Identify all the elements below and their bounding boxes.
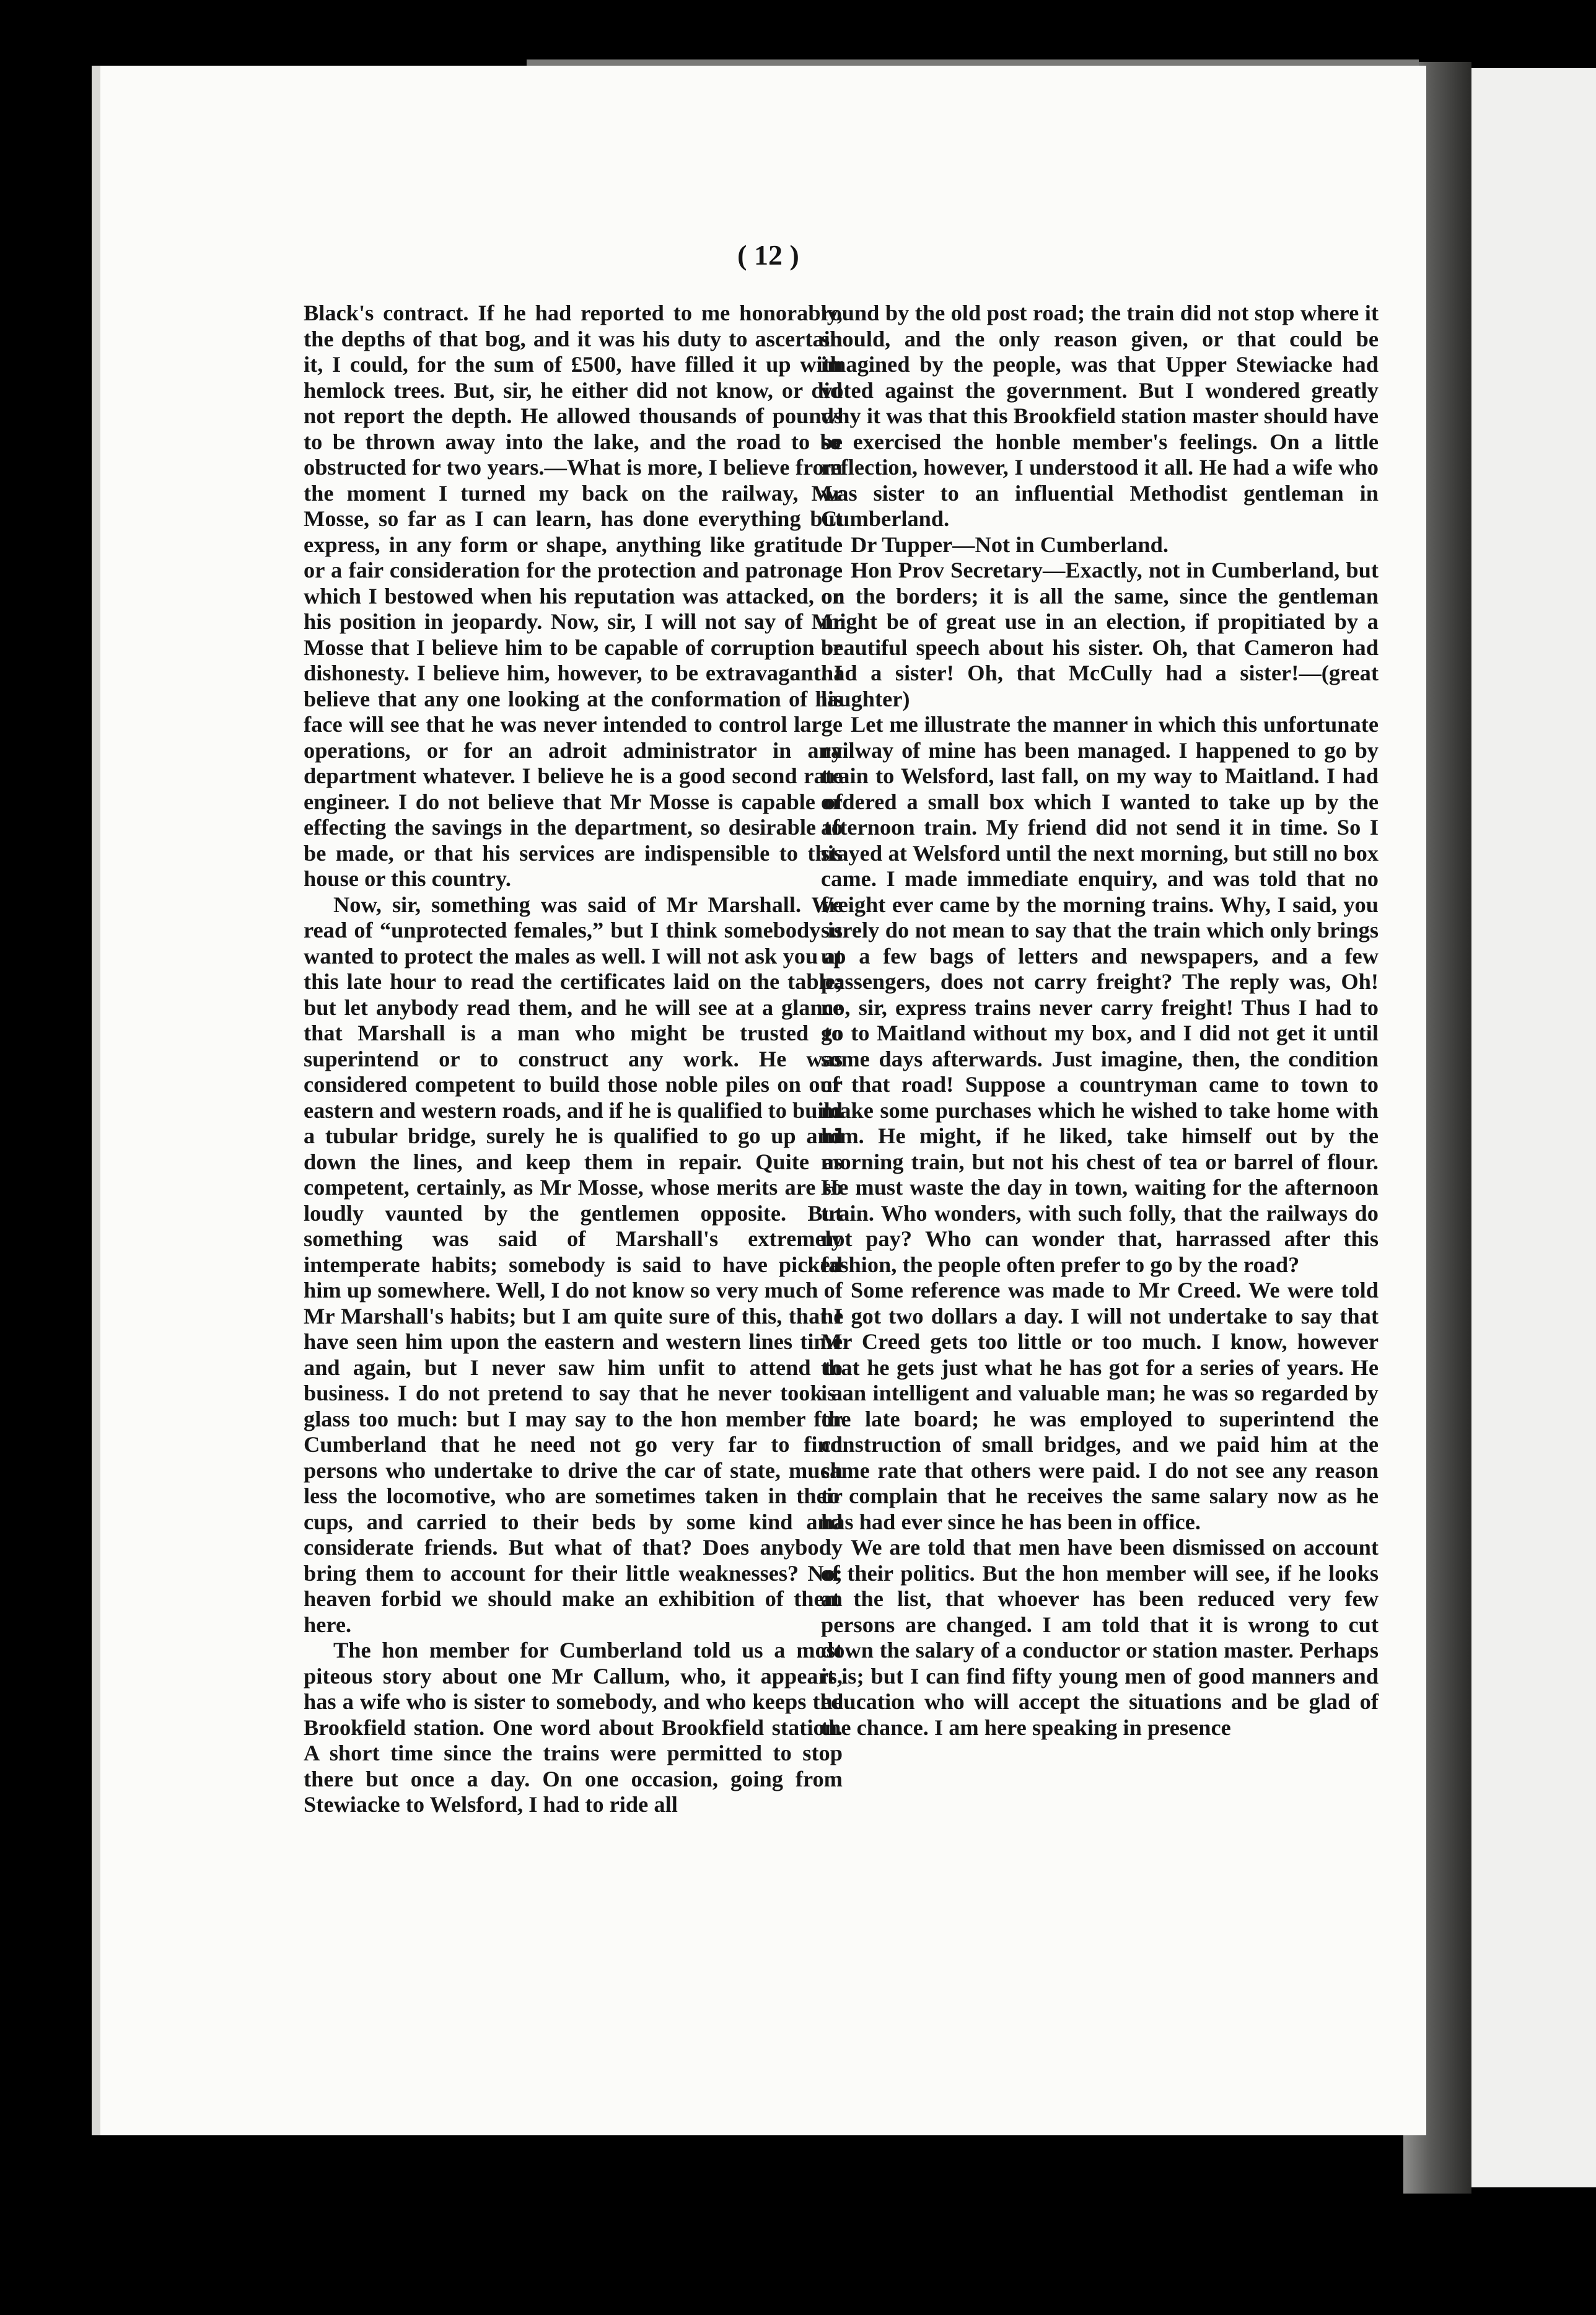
right-text-column	[821, 301, 1379, 1741]
paragraph: Now, sir, something was said of Mr Marshall. We read of “unprotected females,” but I think somebody is wanted to protect the males as well. I will not ask you at this late hour to read the certificates laid on the table; but let anybody read them, and he will see at a glance that Marshall is a man who might be trusted to superintend or to construct any work. He was considered competent to build those noble piles on our eastern and western roads, and if he is qualified to build a tubular bridge, surely he is qualified to go up and down the lines, and keep them in repair. Quite as competent, certainly, as Mr Mosse, whose merits are so loudly vaunted by the gentlemen opposite. But something was said of Marshall's extremely intemperate habits; somebody is said to have picked him up somewhere. Well, I do not know so very much of Mr Marshall's habits; but I am quite sure of this, that I have seen him upon the eastern and western lines time and again, but I never saw him unfit to attend to business. I do not pretend to say that he never took a glass too much: but I may say to the hon member for Cumberland that he need not go very far to find persons who undertake to drive the car of state, much less the locomotive, who are sometimes taken in their cups, and carried to their beds by some kind and considerate friends. But what of that? Does anybody bring them to account for their little weaknesses? No; heaven forbid we should make an exhibition of them here.	[304, 892, 843, 1637]
paragraph: round by the old post road; the train did not stop where it should, and the only reason given, or that could be imagined by the people, was that Upper Stewiacke had voted against the government. But I wondered greatly why it was that this Brookfield station master should have so exercised the honble member's feelings. On a little reflection, however, I understood it all. He had a wife who was sister to an influential Methodist gentleman in Cumberland.	[821, 301, 1379, 531]
adjacent-page-edge	[1462, 68, 1596, 2187]
paragraph: Let me illustrate the manner in which this unfortunate railway of mine has been managed. I happened to go by train to Welsford, last fall, on my way to Maitland. I had ordered a small box which I wanted to take up by the afternoon train. My friend did not send it in time. So I stayed at Welsford until the next morning, but still no box came. I made immediate enquiry, and was told that no freight ever came by the morning trains. Why, I said, you surely do not mean to say that the train which only brings up a few bags of letters and newspapers, and a few passengers, does not carry freight? The reply was, Oh! no, sir, express trains never carry freight! Thus I had to go to Maitland without my box, and I did not get it until some days afterwards. Just imagine, then, the condition of that road! Suppose a countryman came to town to make some purchases which he wished to take home with him. He might, if he liked, take himself out by the morning train, but not his chest of tea or barrel of flour. He must waste the day in town, waiting for the afternoon train. Who wonders, with such folly, that the railways do not pay? Who can wonder that, harrassed after this fashion, the people often prefer to go by the road?	[821, 712, 1379, 1277]
paragraph: Black's contract. If he had reported to me honorably, the depths of that bog, and it was his duty to ascertain it, I could, for the sum of £500, have filled it up with hemlock trees. But, sir, he either did not know, or did not report the depth. He allowed thousands of pounds to be thrown away into the lake, and the road to be obstructed for two years.—What is more, I believe from the moment I turned my back on the railway, Mr Mosse, so far as I can learn, has done everything but express, in any form or shape, anything like gratitude or a fair consideration for the protection and patronage which I bestowed when his reputation was attacked, or his position in jeopardy. Now, sir, I will not say of Mr Mosse that I believe him to be capable of corruption or dishonesty. I believe him, however, to be extravagant. I believe that any one looking at the conformation of his face will see that he was never intended to control large operations, or for an adroit administrator in any department whatever. I believe he is a good second rate engineer. I do not believe that Mr Mosse is capable of effecting the savings in the department, so desirable to be made, or that his services are indispensible to this house or this country.	[304, 301, 843, 891]
paragraph: Some reference was made to Mr Creed. We were told he got two dollars a day. I will not undertake to say that Mr Creed gets too little or too much. I know, however that he gets just what he has got for a series of years. He is an intelligent and valuable man; he was so regarded by the late board; he was employed to superintend the construction of small bridges, and we paid him at the same rate that others were paid. I do not see any reason to complain that he receives the same salary now as he has had ever since he has been in office.	[821, 1278, 1379, 1534]
left-text-column	[304, 301, 843, 1818]
paragraph: Hon Prov Secretary—Exactly, not in Cumberland, but on the borders; it is all the same, since the gentleman might be of great use in an election, if propitiated by a beautiful speech about his sister. Oh, that Cameron had had a sister! Oh, that McCully had a sister!—(great laughter)	[821, 558, 1379, 711]
page-number: ( 12 )	[737, 239, 799, 271]
paragraph: We are told that men have been dismissed on account of their politics. But the hon member will see, if he looks at the list, that whoever has been reduced very few persons are changed. I am told that it is wrong to cut down the salary of a conductor or station master. Perhaps it is; but I can find fifty young men of good manners and education who will accept the situations and be glad of the chance. I am here speaking in presence	[821, 1535, 1379, 1740]
paragraph: The hon member for Cumberland told us a most piteous story about one Mr Callum, who, it appears, has a wife who is sister to somebody, and who keeps the Brookfield station. One word about Brookfield station. A short time since the trains were permitted to stop there but once a day. On one occasion, going from Stewiacke to Welsford, I had to ride all	[304, 1638, 843, 1817]
paragraph: Dr Tupper—Not in Cumberland.	[851, 532, 1168, 557]
